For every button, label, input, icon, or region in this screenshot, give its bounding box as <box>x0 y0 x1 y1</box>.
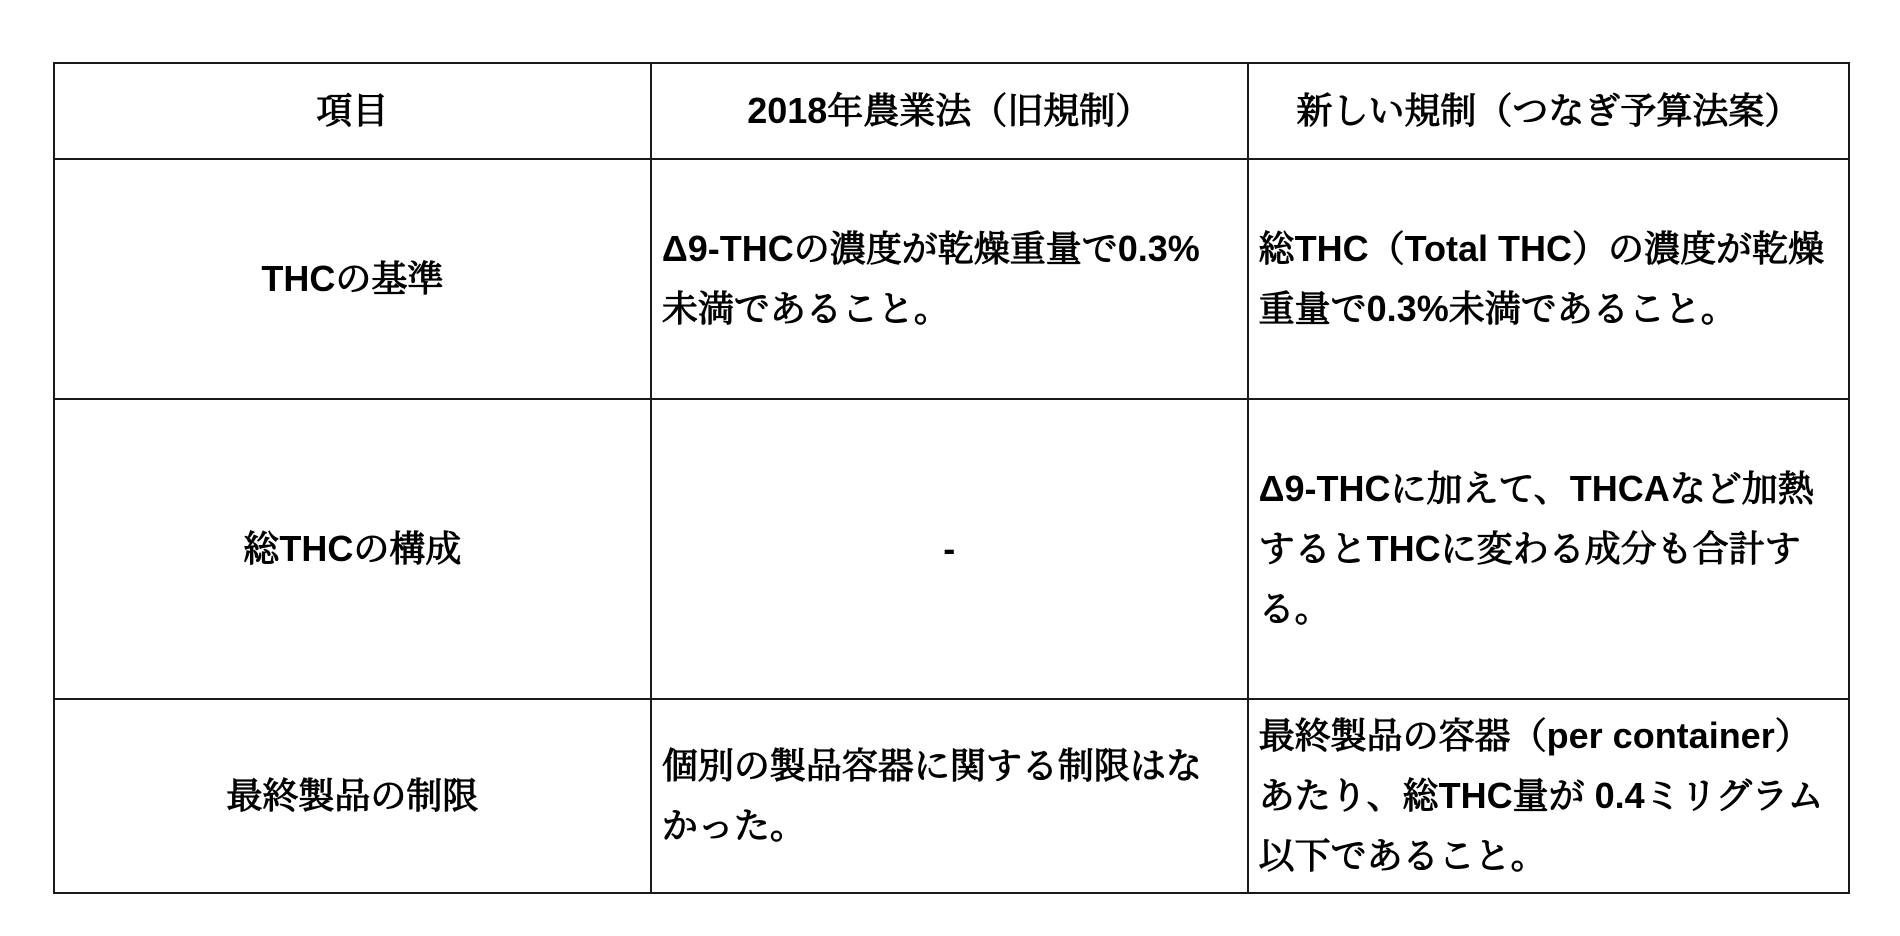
old-regulation-total-thc-composition-cell: - <box>651 399 1248 699</box>
header-new-regulation-column: 新しい規制（つなぎ予算法案） <box>1248 63 1849 159</box>
old-regulation-thc-standard-cell: Δ9-THCの濃度が乾燥重量で0.3% 未満であること。 <box>651 159 1248 399</box>
new-regulation-total-thc-composition-cell: Δ9-THCに加えて、THCAなど加熱するとTHCに変わる成分も合計する。 <box>1248 399 1849 699</box>
header-row <box>54 63 1849 159</box>
regulation-comparison-table <box>53 62 1850 894</box>
header-old-regulation-column: 2018年農業法（旧規制） <box>651 63 1248 159</box>
row-label-final-product-limit: 最終製品の制限 <box>54 699 651 893</box>
old-regulation-final-product-limit-cell: 個別の製品容器に関する制限はなかった。 <box>651 699 1248 893</box>
table-row-total-thc-composition <box>54 399 1849 699</box>
new-regulation-thc-standard-cell: 総THC（Total THC）の濃度が乾燥重量で0.3%未満であること。 <box>1248 159 1849 399</box>
row-label-thc-standard: THCの基準 <box>54 159 651 399</box>
new-regulation-final-product-limit-cell: 最終製品の容器（per container）あたり、総THC量が 0.4ミリグラム以下であること。 <box>1248 699 1849 893</box>
table-row-thc-standard <box>54 159 1849 399</box>
row-label-total-thc-composition: 総THCの構成 <box>54 399 651 699</box>
header-item-column: 項目 <box>54 63 651 159</box>
table-row-final-product-limit <box>54 699 1849 893</box>
